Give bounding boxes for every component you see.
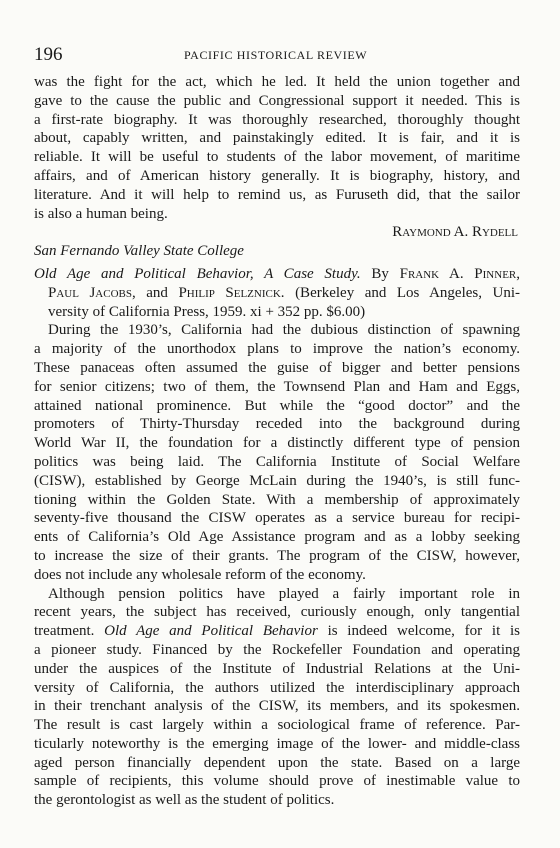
text-line: ticularly noteworthy is the emerging image of the lower- and middle-class xyxy=(34,735,520,752)
text-line: politics was being laid. The California Institute of Social Welfare xyxy=(34,453,520,470)
reviewer-institution: San Fernando Valley State College xyxy=(34,243,244,260)
text-line: affairs, and of American history generally. It is biography, history, and xyxy=(34,167,520,184)
text-line: versity of California, the authors utilized the interdisciplinary approach xyxy=(34,679,520,696)
text-line: a first-rate biography. It was thoroughly researched, thoroughly thought xyxy=(34,111,520,128)
text-line: was the fight for the act, which he led. It held the union together and xyxy=(34,74,520,90)
text-line: recent years, the subject has received, curiously enough, only tangential xyxy=(34,604,520,621)
author-name: Philip Selznick. xyxy=(178,284,285,301)
text-line: Although pension politics have played a fairly important role in xyxy=(48,585,520,602)
text-line: World War II, the foundation for a distinctly different type of pension xyxy=(34,435,520,452)
text-line: under the auspices of the Institute of Industrial Relations at the Uni- xyxy=(34,660,520,677)
text-line: attained national prominence. But while the “good doctor” and the xyxy=(34,397,520,414)
author-name: Frank A. Pinner, xyxy=(399,265,521,282)
text-line: is also a human being. xyxy=(34,205,168,222)
reviewer-signature: Raymond A. Rydell xyxy=(392,224,518,241)
text-line: for senior citizens; two of them, the Townsend Plan and Ham and Eggs, xyxy=(34,378,520,395)
text-line: promoters of Thirty-Thursday receded into the background during xyxy=(34,416,520,433)
text-line: in their trenchant analysis of the CISW, its members, and its spokesmen. xyxy=(34,698,520,715)
page-body xyxy=(34,73,520,810)
citation-line xyxy=(34,284,520,303)
text-line: about, capably written, and painstakingly edited. It is fair, and it is xyxy=(34,130,520,147)
text-line: (CISW), established by George McLain during the 1940’s, is still func- xyxy=(34,472,520,489)
text-line: reliable. It will be useful to students of the labor movement, of maritime xyxy=(34,149,520,166)
text-line: seventy-five thousand the CISW operates as a service bureau for recipi- xyxy=(34,510,520,527)
journal-title: PACIFIC HISTORICAL REVIEW xyxy=(184,48,368,62)
publication-info: (Berkeley and Los Angeles, Uni- xyxy=(295,284,520,301)
page-number: 196 xyxy=(34,44,63,65)
text-line: The result is cast largely within a sociological frame of reference. Par- xyxy=(34,717,520,734)
text-line: does not include any wholesale reform of the economy. xyxy=(34,566,366,583)
text-line: gave to the cause the public and Congressional support it needed. This is xyxy=(34,92,520,109)
text-line: a pioneer study. Financed by the Rockefeller Foundation and operating xyxy=(34,641,520,658)
citation-line xyxy=(34,265,520,284)
text-line: These panaceas often assumed the guise of bigger and better pensions xyxy=(34,359,520,376)
book-title: Old Age and Political Behavior, A Case Study. xyxy=(34,265,361,282)
text-line: the gerontologist as well as the student of politics. xyxy=(34,792,335,809)
text-line xyxy=(34,622,520,641)
text-line: literature. And it will help to remind us, as Furuseth did, that the sailor xyxy=(34,186,520,203)
author-name: Paul Jacobs, xyxy=(48,284,136,301)
book-title-inline: Old Age and Political Behavior xyxy=(104,623,318,640)
text-line: aged person financially dependent upon the state. Based on a large xyxy=(34,754,520,771)
text-line: During the 1930’s, California had the dubious distinction of spawning xyxy=(48,322,520,339)
text-line: to increase the size of their grants. The program of the CISW, however, xyxy=(34,547,520,564)
text-line: tioning within the Golden State. With a membership of approximately xyxy=(34,491,520,508)
and-word: and xyxy=(146,284,168,301)
text-line: ents of California’s Old Age Assistance program and as a lobby seeking xyxy=(34,529,520,546)
text-span: treatment. xyxy=(34,623,95,640)
text-line: a majority of the unorthodox plans to improve the nation’s economy. xyxy=(34,341,520,358)
running-head xyxy=(34,44,520,66)
text-line: sample of recipients, this volume should prove of inestimable value to xyxy=(34,773,520,790)
citation-line: versity of California Press, 1959. xi + 352 pp. $6.00) xyxy=(48,303,366,320)
by-word: By xyxy=(371,265,389,282)
text-span: is indeed welcome, for it is xyxy=(327,623,520,640)
